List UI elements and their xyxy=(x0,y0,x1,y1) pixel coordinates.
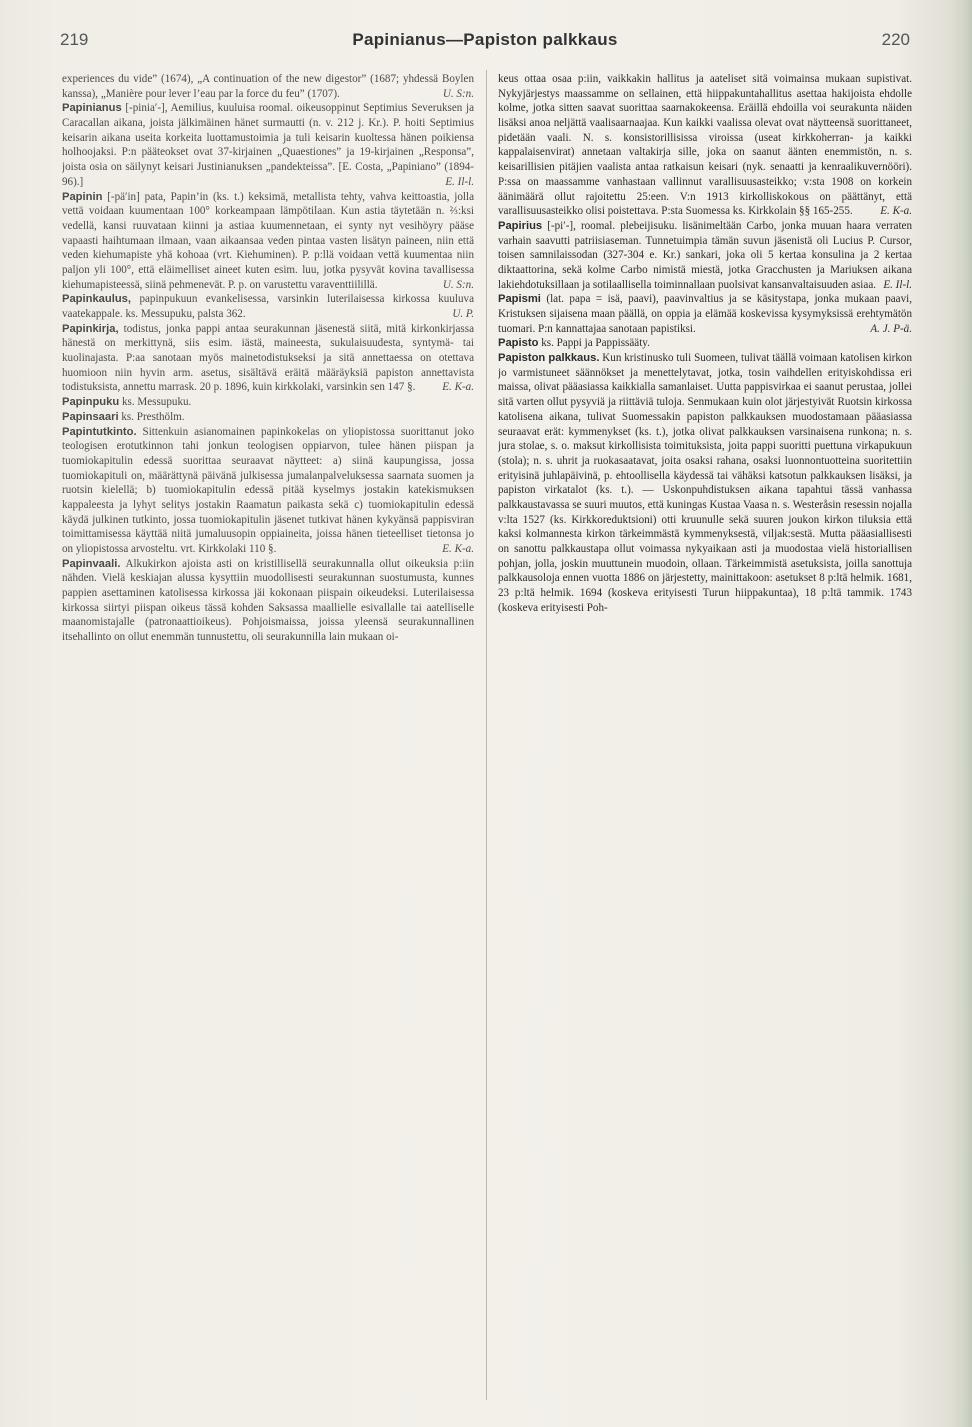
entry-headword: Papintutkinto. xyxy=(62,425,137,438)
dictionary-entry xyxy=(62,190,474,293)
entry-body: (lat. papa = isä, paavi), paavinvaltius ja se käsitystapa, jonka mukaan paavi, Kristuksen sijaisena maan päällä, on oppia ja elämää koskevissa kysymyksissä erehtymätön tuomari. P:n kannattajaa sanotaan papistiksi. xyxy=(498,293,912,335)
entry-headword: Papinkirja, xyxy=(62,322,119,335)
entry-body: papinpukuun evankelisessa, varsinkin luterilaisessa kirkossa kuuluva vaatekappale. ks. Messupuku, palsta 362. xyxy=(62,293,474,320)
entry-body: [-pinia′-], Aemilius, kuuluisa roomal. oikeusoppinut Septimius Severuksen ja Caracallan aikana, joista jälkimäinen hänet surmautti (n. v. 212 j. Kr.). P. hoiti Septimius keisarin aikana useita korkeita luottamustoimia ja tuli keisarin kuoltessa hänen poikiensa holhoojaksi. P:n pääteokset ovat 37-kirjainen „Quaestiones” ja 19-kirjainen „Responsa”, joista osia on säilynyt keisari Justinianuksen „pandekteissa”. [E. Costa, „Papiniano” (1894-96).] xyxy=(62,102,474,188)
dictionary-entry xyxy=(498,219,912,292)
entry-headword: Papinianus xyxy=(62,102,122,115)
entry-body: [-pä′in] pata, Papin’in (ks. t.) keksimä, metallista tehty, vahva keittoastia, jolla vettä voidaan kuumentaan 100° korkeampaan lämpötilaan. Kun astia täytetään n. ⅔:ksi vedellä, kansi ruuvataan kiinni ja astiaa kuumennetaan, ei synty nyt vesihöyry pääse vapaasti haihtumaan ilmaan, vaan aikaansaa veden pintaa vasten lisätyn paineen, niin että veden kiehumapiste yhä kohoaa (vrt. Kiehuminen). P. p:llä voidaan vettä kuumentaa niin paljon yli 100°, että eläimelliset aineet kuten esim. luu, jotka pysyvät kovina tavallisessa kiehumapisteessä, siinä pehmenevät. P. p. on varustettu varaventtiilillä. xyxy=(62,190,474,291)
entry-headword: Papinkaulus, xyxy=(62,293,132,306)
dictionary-entry xyxy=(498,336,912,351)
entry-body: todistus, jonka pappi antaa seurakunnan jäsenestä siitä, mitä kirkonkirjassa hänestä on merkittynä, siis esim. iästä, maineesta, sukulaisuudesta, syntymä- tai kuolinajasta. P:aa sanotaan myös mainetodistukseksi ja sitä annettaessa on otettava huomioon niin hyvin arm. asetus, sisältävä eräitä määräyksiä papiston annettavista todistuksista, annettu marrask. 20 p. 1896, kuin kirkkolaki, varsinkin sen 147 §. xyxy=(62,322,474,394)
entry-headword: Papinvaali. xyxy=(62,557,121,570)
author-signature: E. K-a. xyxy=(442,381,474,394)
page-number-right: 220 xyxy=(881,30,910,49)
author-signature: A. J. P-ä. xyxy=(870,322,912,335)
dictionary-entry xyxy=(62,410,474,425)
entry-body: ks. Presthölm. xyxy=(121,410,185,423)
entry-body: ks. Pappi ja Pappissääty. xyxy=(541,337,650,350)
author-signature: E. K-a. xyxy=(442,543,474,555)
entry-body: [-pi′-], roomal. plebeijisuku. lisänimeltään Carbo, jonka muuan haara verraten varhain saavutti patriisiaseman. Tunnetuimpia tämän suvun jäsenistä oli Lucius P. Cursor, toisen samnilaissodan (327-304 e. Kr.) sankari, joka oli 5 kertaa konsulina ja 2 kertaa diktaattorina, sekä kolme Carbo nimistä miestä, jotka Gracchusten ja Mariuksen aikana lakiehdotuksillaan ja sotilaallisella toiminnallaan puolsivat kansanvaltaisuuden asiaa. xyxy=(498,219,912,291)
entry-headword: Papirius xyxy=(498,219,543,232)
dictionary-entry xyxy=(498,351,912,615)
author-signature: U. P. xyxy=(452,308,474,320)
author-signature: E. Il-l. xyxy=(445,175,474,188)
dictionary-entry xyxy=(62,322,474,395)
entry-headword: Papinin xyxy=(62,190,103,203)
entry-headword: Papismi xyxy=(498,293,541,306)
dictionary-entry xyxy=(62,395,474,410)
author-signature: U. S:n. xyxy=(442,87,474,100)
dictionary-entry xyxy=(62,425,474,557)
column-divider xyxy=(486,70,487,1400)
entry-body: ks. Messupuku. xyxy=(121,396,192,409)
entry-headword: Papinpuku xyxy=(62,396,120,409)
dictionary-entry xyxy=(498,72,912,219)
entry-body: keus ottaa osaa p:iin, vaikkakin hallitus ja aateliset sitä voimainsa mukaan supistivat. Nykyjärjestys maassamme on sellainen, että hiippakuntahallitus asettaa hakijoista ehdolle kolme, jotka sitten saavat suorittaa saarnakokeensa. Eräillä ehdoilla voi seurakunta näiden lisäksi anoa neljättä vaalisaarnaajaa. Kun kaikki vaalissa olevat ovat näytteensä suorittaneet, pidetään vaali. N. s. konsistorillisissa viroissa (useat kirkkoherran- ja kaikki kappalaisenvirat) annetaan valtakirja sille, joka on saanut äänten enemmistön, n. s. keisarillisien pitäjien vaalista antaa ratkaisun keisari (nyk. senaatti ja kenraalikuvernööri). P:ssa on maassamme vanhastaan vallinnut varallisuusasteikko; v:sta 1908 on korkein äänimäärä ollut rajoitettu 25:een. V:n 1913 kirkolliskokous on päättänyt, että varallisuusasteikko olisi poistettava. P:sta Suomessa ks. Kirkkolain §§ 165-255. xyxy=(498,73,912,218)
entry-body: Sittenkuin asianomainen papinkokelas on yliopistossa suorittanut joko teologisen erotutkinnon tahi jonkun teologisen oppiarvon, tulee hänen piispan ja tuomiokapitulin edessä suorittaa seuraavat näytteet: a) siinä kaupungissa, jossa tuomiokapituli on, määrättynä päivänä julkisessa jumalanpalveluksessa saarnata suomen ja ruotsin kielellä; b) tuomiokapitulin edessä pitää kyselmys jostakin katekismuksen kappaleesta ja lyhyt selitys jostakin Raamatun paikasta sekä c) tuomiokapitulin edessä käydä julkinen tutkinto, jossa tuomiokapitulin jäsenet tutkivat hänen kykyänsä pappisviran toimittamisessa käyttää niitä jumaluusopin oppiaineita, joissa hänen tieteelliset tietonsa jo on yliopistossa arvosteltu. vrt. Kirkkolaki 110 §. xyxy=(62,425,474,555)
dictionary-entry xyxy=(62,72,474,101)
page-header xyxy=(60,30,910,54)
author-signature: E. K-a. xyxy=(880,205,912,218)
entry-body: experiences du vide” (1674), „A continuation of the new digestor” (1687; yhdessä Boylen kanssa), „Manière pour lever l’eau par la force du feu” (1707). xyxy=(62,73,474,100)
right-column xyxy=(498,72,912,1402)
dictionary-entry xyxy=(62,101,474,189)
entry-headword: Papinsaari xyxy=(62,410,119,423)
running-title: Papinianus—Papiston palkkaus xyxy=(352,30,618,49)
left-column xyxy=(62,72,474,1402)
page-edge-shadow xyxy=(950,0,972,1427)
entry-body: Alkukirkon ajoista asti on kristillisellä seurakunnalla ollut oikeuksia p:iin nähden. Vielä keskiajan alussa kysyttiin muodollisesti seurakunnan suostumusta, kunnes pappien asettaminen katolisessa kirkossa jäi kokonaan piispain oikeudeksi. Luterilaisessa kirkossa siirtyi piispan oikeus tässä kohden Saksassa maallielle esivallalle tai aatelliselle maanomistajalle (patronaattioikeus). Pohjoismaissa, joissa yleensä seurakunnallinen itsehallinto on ollut enemmän tunnustettu, oli seurakunnilla lain mukaan oi- xyxy=(62,557,474,644)
entry-headword: Papiston palkkaus. xyxy=(498,352,600,365)
entry-headword: Papisto xyxy=(498,337,539,350)
dictionary-entry xyxy=(498,292,912,336)
dictionary-entry xyxy=(62,292,474,321)
page-number-left: 219 xyxy=(60,30,89,49)
dictionary-entry xyxy=(62,557,474,645)
author-signature: E. Il-l. xyxy=(883,278,912,291)
author-signature: U. S:n. xyxy=(442,278,474,291)
entry-body: Kun kristinusko tuli Suomeen, tulivat täällä voimaan katolisen kirkon jo varmistuneet säännökset ja menettelytavat, jotka, tosin vaihdellen erityiskohdissa eri maissa, olivat pääasiassa kaikkialla samanlaiset. Uutta pappisvirkaa ei saanut perustaa, jollei sitä varten ollut pysyviä ja riittäviä tuloja. Senmukaan kuin olot järjestyivät Ruotsin kirkossa katolisena aikana, tulivat Suomessakin papiston palkkauksen muodostamaan pääasiassa seuraavat erät: kymmenykset (ks. t.), jotka olivat palkkauksen varsinaisena runkona; n. s. jura stolae, s. o. maksut kirkollisista toimituksista, joita pappi suoritti puettuna virkapukuun (stola); n. s. uhrit ja ruokasaatavat, joita osaksi rahana, osaksi luonnontuotteina suoritettiin erityisinä juhlapäivinä, p. ehtoollisella käydessä tai vähäksi katsotun palkkauksen lisäksi, ja papiston virkatalot (ks. t.). — Uskonpuhdistuksen aikana tapahtui tässä vanhassa palkkaustavassa se suuri muutos, että kuningas Kustaa Vaasa n. s. Westeråsin resessin nojalla v:lta 1527 (ks. Kirkkoreduktsioni) otti kruunulle sekä suuren joukon kirkon tiluksia että kaksi kolmannesta kirkon tärkeimmästä kymmenyksestä, viljak:sestä. Mutta pääasiallisesti on sanottu palkkaustapa ollut voimassa nykyaikaan asti ja muodostaa vielä historiallisen pohjan, jolla, joskin muuttunein muodoin, ollaan. Tärkeimmistä asetuksista, joilla sanottuja palkkausoloja ennen vuotta 1886 on järjestetty, mainittakoon: asetukset 8 p:ltä helmik. 1681, 23 p:ltä helmik. 1694 (koskeva erityisesti Turun hiippakuntaa), 18 p:ltä tammik. 1743 (koskeva erityisesti Poh- xyxy=(498,352,912,614)
